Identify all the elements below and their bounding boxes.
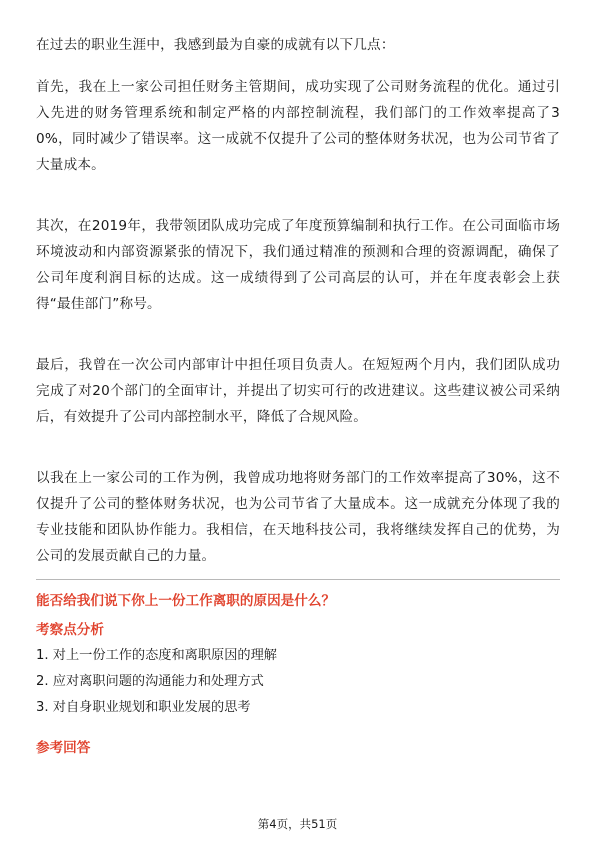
analysis-point: 1. 对上一份工作的态度和离职原因的理解: [36, 648, 277, 663]
analysis-heading: 考察点分析: [36, 622, 104, 638]
answer-paragraph-3: 最后，我曾在一次公司内部审计中担任项目负责人。在短短两个月内，我们团队成功完成了对20个部门的全面审计，并提出了切实可行的改进建议。这些建议被公司采纳后，有效提升了公司内部控制水平，降低了合规风险。: [36, 357, 560, 425]
answer-paragraph-4: 以我在上一家公司的工作为例，我曾成功地将财务部门的工作效率提高了30%，这不仅提升了公司的整体财务状况，也为公司节省了大量成本。这一成就充分体现了我的专业技能和团队协作能力。我相信，在天地科技公司，我将继续发挥自己的优势，为公司的发展贡献自己的力量。: [36, 470, 560, 564]
page-number-footer: 第4页，共51页: [257, 817, 338, 831]
analysis-point-list: [36, 643, 560, 721]
answer-paragraph-1: 首先，我在上一家公司担任财务主管期间，成功实现了公司财务流程的优化。通过引入先进的财务管理系统和制定严格的内部控制流程，我们部门的工作效率提高了30%，同时减少了错误率。这一成就不仅提升了公司的整体财务状况，也为公司节省了大量成本。: [36, 79, 560, 173]
intro-text: 在过去的职业生涯中，我感到最为自豪的成就有以下几点：: [36, 37, 395, 53]
answer-paragraph-2: 其次，在2019年，我带领团队成功完成了年度预算编制和执行工作。在公司面临市场环境波动和内部资源紧张的情况下，我们通过精准的预测和合理的资源调配，确保了公司年度利润目标的达成。这一成绩得到了公司高层的认可，并在年度表彰会上获得“最佳部门”称号。: [36, 218, 560, 312]
page-content: [36, 32, 560, 761]
analysis-point: 2. 应对离职问题的沟通能力和处理方式: [36, 674, 264, 689]
section-divider: [36, 579, 560, 580]
analysis-point: 3. 对自身职业规划和职业发展的思考: [36, 700, 251, 715]
reference-answer-heading: 参考回答: [36, 740, 91, 756]
question-heading: 能否给我们说下你上一份工作离职的原因是什么？: [36, 593, 336, 609]
